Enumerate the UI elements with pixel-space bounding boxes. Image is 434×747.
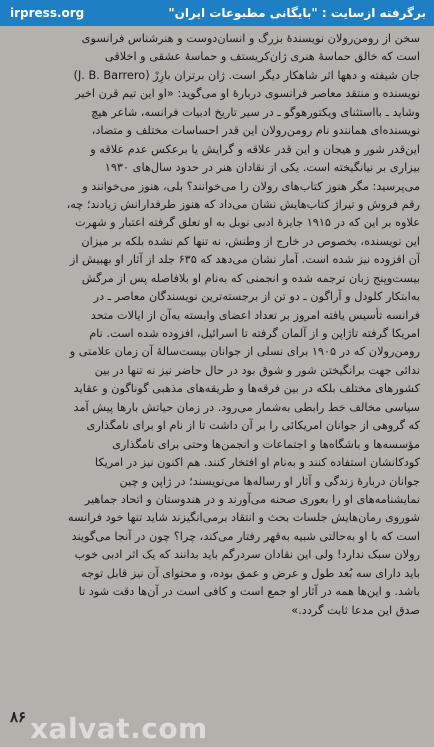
text-line: صدق این مدعا ثابت گردد.» (291, 603, 420, 617)
text-line: سیاسی مخالف خط رابطی به‌شمار می‌رود. در زمان حیاتش بارها پیش آمد (73, 400, 420, 414)
text-line: ندائی جهت برانگیختن شور و شوق بود در حال حاضر نیز نه تنها در بین (94, 363, 420, 377)
page-number: ۸۶ (10, 708, 27, 726)
text-line: مؤسسه‌ها و باشگاه‌ها و اجتماعات و انجمن‌ها وحتی برای نامگذاری (112, 437, 420, 451)
source-site-link[interactable]: irpress.org (10, 6, 85, 20)
text-line: بیزاری بر نیانگیخته است. یکی از نقادان هنر در حدود سال‌های ۱۹۳۰ (104, 161, 420, 175)
text-line: باید دارای سه بُعد طول و عرض و عمق بوده، و محتوای آن نیز قابل توجه (81, 566, 420, 580)
text-line: نمایشنامه‌های او را بعوری صحنه می‌آورند و در هندوستان و اتحاد جماهیر (84, 492, 420, 506)
text-line: رومن‌رولان که در ۱۹۰۵ برای نسلی از جوانان بیست‌سالهٔ آن زمان علامتی و (69, 345, 420, 359)
text-line: نویسنده و منتقد معاصر فرانسوی دربارهٔ او می‌گوید: «او این تیم قرن اخیر (75, 87, 420, 101)
text-line: وشاید ـ بااستثنای ویکتورهوگو ـ در سیر تاریخ ادبیات فرانسه، شاعر هیچ (91, 105, 420, 119)
text-line: به‌ابتکار کلودل و آراگون ـ دو تن از برجسته‌ترین نویسندگان معاصر ـ در (93, 290, 420, 304)
article-body (14, 30, 420, 620)
text-line: است که با او به‌حالتی شبیه به‌قهر رفتار می‌کند، چرا؟ چون در آنجا می‌گویند (71, 529, 420, 543)
text-line: کودکانشان استفاده کنند و به‌نام او افتخار کنند. هم اکنون نیز در امریکا (94, 456, 420, 470)
source-banner (0, 0, 434, 26)
text-line: نویسنده‌ای همانندو نام رومن‌رولان این قدر احساسات مختلف و متضاد، (91, 124, 420, 138)
text-line: فرانسه تأسیس یافته امروز بر تعداد اعضای وابسته به‌آن از ایالات متحد (90, 308, 420, 322)
text-line: این‌قدر شور و هیجان و این قدر علاقه و گرایش یا برعکس عدم علاقه و (90, 142, 420, 156)
text-line: کشورهای مختلف بلکه در بین فرقه‌ها و طریقه‌های مذهبی گوناگون و عقاید (73, 382, 420, 396)
text-line: جوانان دربارهٔ زندگی و آثار او رساله‌ها می‌نویسند؛ در ژاپن و چین (119, 474, 420, 488)
text-line: شوروی رمان‌هایش جلسات بحث و انتقاد برمی‌انگیزند شاید تنها خود فرانسه (67, 511, 420, 525)
watermark-logo: xalvat.com (30, 712, 208, 745)
text-line: جان شیفته و دهها اثر شاهکار دیگر است. ژان برتران بارِرْ (J. B. Barrero) (73, 68, 420, 82)
page-footer (0, 708, 434, 747)
text-line: باشد. و این‌ها همه در آثار او جمع است و کافی است در آن‌ها دقت شود تا (78, 585, 420, 599)
text-line: بیست‌وپنج زبان ترجمه شده و انجمنی که به‌نام او بلافاصله پس از مرگش (81, 271, 420, 285)
text-line: این نویسنده، بخصوص در خارج از وطنش، نه تنها کم نشده بلکه بر میزان (81, 234, 420, 248)
text-line: امریکا گرفته تاژاپن و از آلمان گرفته تا اسرائیل، افزوده شده است. نام (89, 327, 420, 340)
text-line: سخن از رومن‌رولان نویسندهٔ بزرگ و انسان‌دوست و هنرشناس فرانسوی (81, 32, 420, 45)
text-line: است که خالق حماسهٔ هنری ژان‌کریستف و حماسهٔ عشقی و اخلاقی (104, 50, 420, 64)
text-line: رولان سبک ندارد! ولی این نقادان سردرگم باید بدانند که یک اثر ادبی خوب (74, 548, 420, 562)
text-line: می‌پرسید: مگر هنوز کتاب‌های رولان را می‌خوانند؟ بلی، هنوز می‌خوانند و (82, 179, 420, 193)
text-line: آن افزوده نیز شده است. آمار نشان می‌دهد که ۶۳۵ جلد از آثار او بهبیش از (69, 253, 420, 267)
text-line: که گروهی از جوانان امریکائی را بر آن داشت تا از نام او برای نامگذاری (86, 419, 420, 433)
text-line: رقم فروش و تیراژ کتاب‌هایش نشان می‌داد که هنوز طرفدارانش زیادند؛ چه، (66, 197, 420, 211)
source-banner-title: برگرفته ازسایت : "بایگانی مطبوعات ایران" (168, 6, 426, 20)
text-line: علاوه بر این که در ۱۹۱۵ جایزهٔ ادبی نوبل به او تعلق گرفته اعتبار و شهرت (75, 216, 420, 230)
